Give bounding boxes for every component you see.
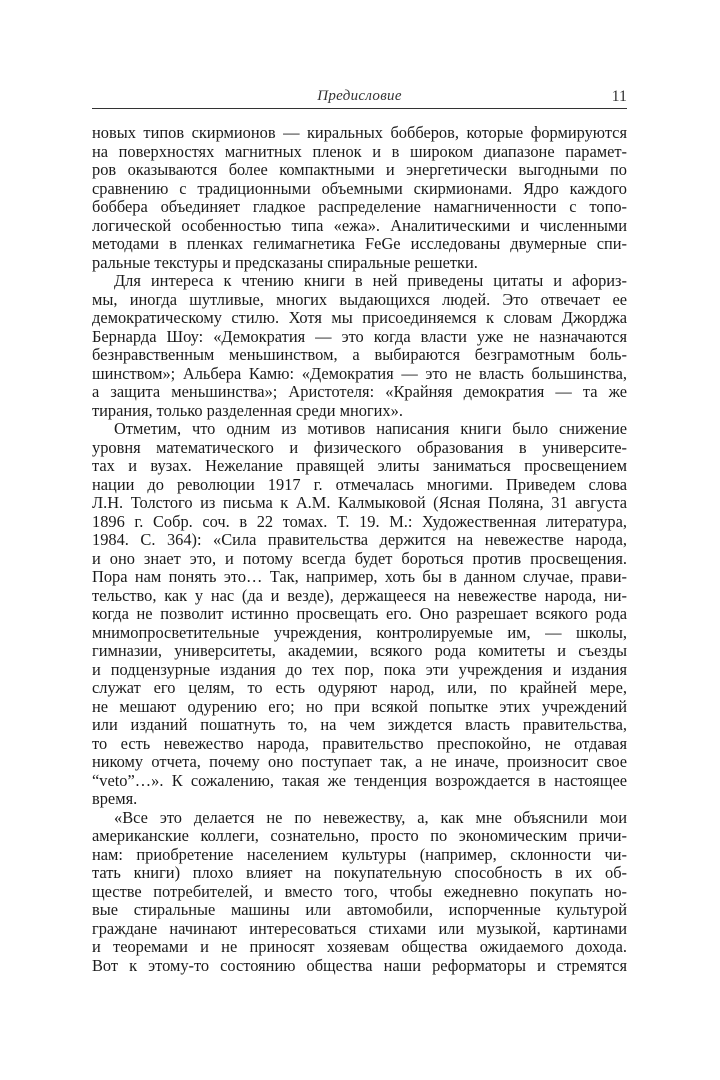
text-line: никому отчета, почему оно поступает так, а не иначе, произносит свое	[92, 752, 627, 771]
text-line: “veto”…». К сожалению, такая же тенденция возрождается в настоящее	[92, 770, 627, 790]
text-line: когда не позволит истинно просвещать его. Оно разрешает всякого рода	[92, 604, 627, 623]
text-line: ров оказываются более компактными и энергетически выгодными по	[92, 160, 627, 179]
text-line: шинством»; Альбера Камю: «Демократия — это не власть большинства,	[92, 363, 627, 383]
text-line: или изданий пошатнуть то, на чем зиждется власть правительства,	[92, 715, 627, 734]
body-text	[92, 124, 627, 975]
text-line: методами в пленках гелимагнетика FeGe исследованы двумерные спи-	[92, 234, 627, 253]
running-title: Предисловие	[317, 88, 402, 104]
text-line: и подцензурные издания до тех пор, пока эти учреждения и издания	[92, 659, 627, 679]
text-line: сравнению с традиционными объемными скирмионами. Ядро каждого	[92, 178, 627, 198]
text-line: новых типов скирмионов — киральных бобберов, которые формируются	[92, 123, 627, 142]
text-line: логической особенностью типа «ежа». Аналитическими и численными	[92, 215, 627, 235]
text-line: а защита меньшинства»; Аристотеля: «Крайняя демократия — та же	[92, 382, 627, 401]
text-line: мнимопросветительные учреждения, контролируемые им, — школы,	[92, 622, 627, 642]
text-line: Бернарда Шоу: «Демократия — это когда власти уже не назначаются	[92, 326, 627, 346]
text-line: Вот к этому-то состоянию общества наши реформаторы и стремятся	[92, 955, 627, 975]
text-line: Отметим, что одним из мотивов написания книги было снижение	[114, 419, 627, 438]
text-line: тать книги) плохо влияет на покупательную способность в их об-	[92, 863, 627, 882]
text-line: безнравственным меньшинством, а выбираются безграмотным боль-	[92, 345, 627, 364]
text-line: 1896 г. Собр. соч. в 22 томах. Т. 19. М.: Художественная литература,	[92, 511, 627, 531]
text-line: граждане начинают интересоваться стихами или музыкой, картинами	[92, 918, 627, 938]
text-line: и теоремами и не приносят хозяевам общества ожидаемого дохода.	[92, 937, 627, 956]
text-line: ральные текстуры и предсказаны спиральные решетки.	[92, 252, 478, 272]
text-line: боббера объединяет гладкое распределение намагниченности с топо-	[92, 197, 627, 216]
text-line: нам: приобретение населением культуры (например, склонности чи-	[92, 844, 627, 864]
text-line: мы, иногда шутливые, многих выдающихся людей. Это отвечает ее	[92, 289, 627, 309]
text-line: на поверхностях магнитных пленок и в широком диапазоне парамет-	[92, 141, 627, 161]
text-line: тах и вузах. Нежелание правящей элиты заниматься просвещением	[92, 456, 627, 475]
running-header	[92, 86, 627, 109]
text-line: 1984. С. 364): «Сила правительства держится на невежестве народа,	[92, 530, 627, 549]
text-line: Для интереса к чтению книги в ней приведены цитаты и афориз-	[114, 271, 627, 290]
text-line: тельство, как у нас (да и везде), держащееся на невежестве народа, ни-	[92, 585, 627, 605]
text-line: уровня математического и физического образования в университе-	[92, 437, 627, 457]
text-line: Пора нам понять это… Так, например, хоть бы в данном случае, прави-	[92, 567, 627, 586]
text-line: нации до революции 1917 г. отмечалась многими. Приведем слова	[92, 474, 627, 494]
text-line: время.	[92, 789, 138, 808]
text-line: ществе потребителей, и вместо того, чтобы ежедневно покупать но-	[92, 881, 627, 901]
text-line: и оно знает это, и потому всегда будет бороться против просвещения.	[92, 548, 627, 568]
text-line: демократическому стилю. Хотя мы присоединяемся к словам Джорджа	[92, 308, 627, 327]
text-line: американские коллеги, сознательно, просто по экономическим причи-	[92, 826, 627, 845]
text-line: Л.Н. Толстого из письма к А.М. Калмыковой (Ясная Поляна, 31 августа	[92, 493, 627, 512]
text-line: тирания, только разделенная среди многих».	[92, 400, 403, 420]
text-line: «Все это делается не по невежеству, а, как мне объяснили мои	[114, 807, 627, 827]
text-line: вые стиральные машины или автомобили, испорченные культурой	[92, 900, 627, 919]
text-line: то есть невежество народа, правительство преспокойно, не отдавая	[92, 733, 627, 753]
page-number: 11	[611, 88, 627, 105]
text-line: не мешают одурению его; но при всякой попытке этих учреждений	[92, 696, 627, 716]
text-line: служат его целям, то есть одуряют народ, или, по крайней мере,	[92, 678, 627, 697]
text-line: гимназии, университеты, академии, всякого рода комитеты и съезды	[92, 641, 627, 660]
